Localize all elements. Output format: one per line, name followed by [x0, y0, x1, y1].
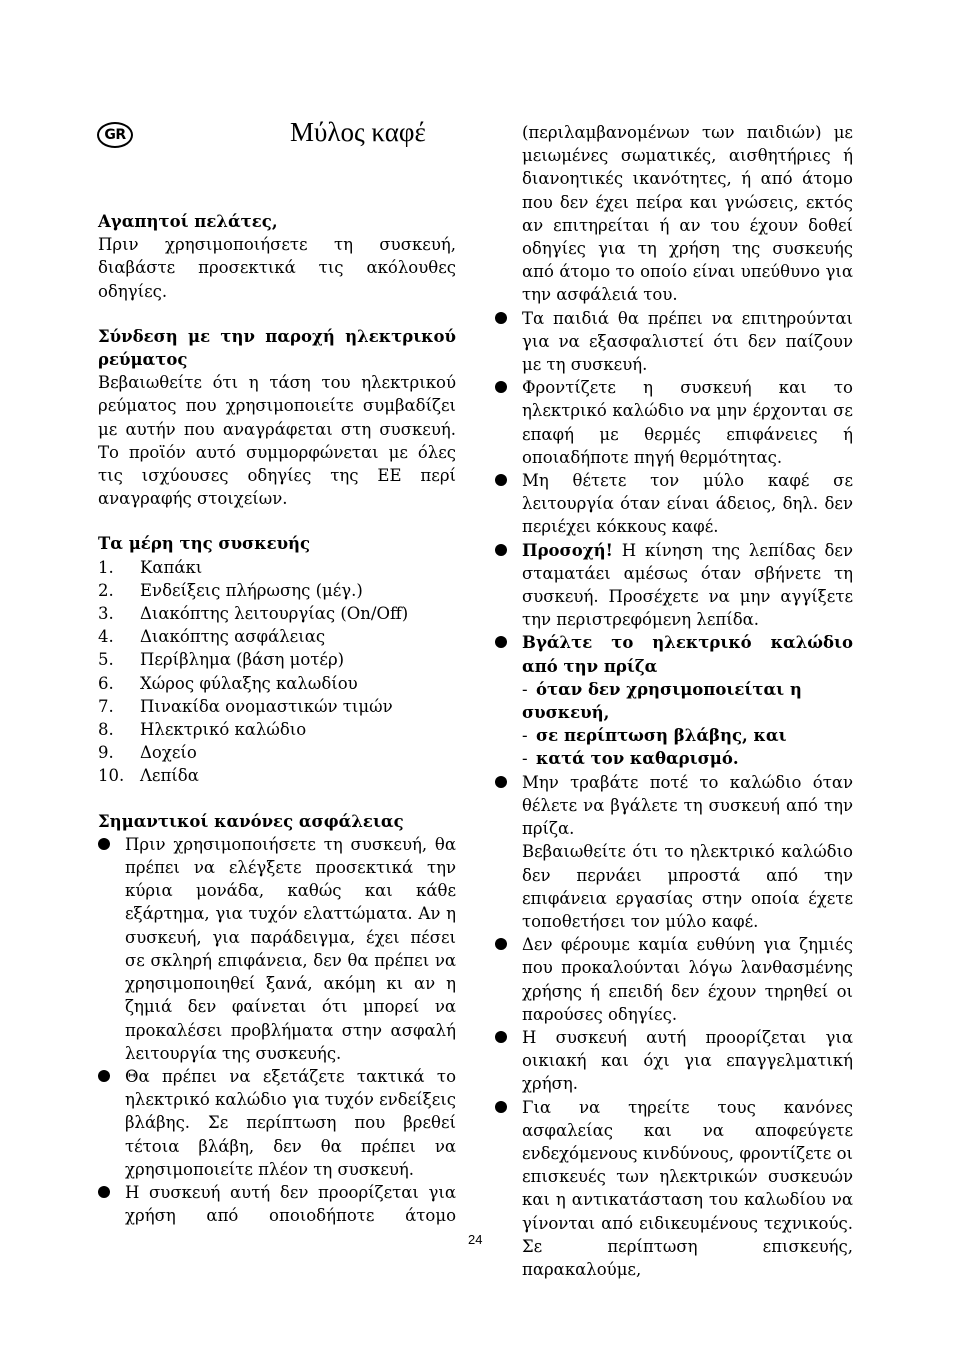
safety-list-right — [495, 307, 853, 678]
bullet-icon — [495, 312, 507, 324]
unplug-sub-item: - κατά τον καθαρισμό. — [522, 749, 739, 769]
list-item: Μη θέτετε τον μύλο καφέ σε λειτουργία όταν είναι άδειος, δηλ. δεν περιέχει κόκκους καφέ. — [495, 469, 853, 539]
bullet-icon — [495, 636, 507, 648]
unplug-sub-item: - όταν δεν χρησιμοποιείται η συσκευή, — [522, 679, 802, 723]
left-column — [98, 210, 456, 1227]
list-item: 6. Χώρος φύλαξης καλωδίου — [98, 673, 358, 693]
continuation-text: (περιλαμβανομένων των παιδιών) με μειωμένες σωματικές, αισθητήριες ή διανοητικές ικανότητες, ή από άτομο που δεν έχει πείρα και γνώσεις, εκτός αν επιτηρείται ή αν του έχουν δοθεί οδηγίες για τη χρήση της συσκευής από άτομο το οποίο είναι υπεύθυνο για την ασφάλειά του. — [522, 123, 853, 305]
list-item: 3. Διακόπτης λειτουργίας (On/Off) — [98, 604, 409, 624]
list-item: 9. Δοχείο — [98, 743, 197, 763]
list-item: Τα παιδιά θα πρέπει να επιτηρούνται για να εξασφαλιστεί ότι δεν παίζουν με τη συσκευή. — [495, 307, 853, 377]
list-item: Θα πρέπει να εξετάζετε τακτικά το ηλεκτρικό καλώδιο για τυχόν ενδείξεις βλάβης. Σε περίπτωση που βρεθεί τέτοια βλάβη, δεν θα πρέπει να χρησιμοποιείτε πλέον τη συσκευή. — [98, 1065, 456, 1181]
list-item — [495, 631, 853, 677]
list-item: Η συσκευή αυτή προορίζεται για οικιακή και όχι για επαγγελματική χρήση. — [495, 1026, 853, 1096]
parts-heading: Τα μέρη της συσκευής — [98, 534, 311, 554]
bullet-icon — [495, 938, 507, 950]
safety-heading: Σημαντικοί κανόνες ασφάλειας — [98, 811, 404, 831]
bullet-icon — [495, 474, 507, 486]
bullet-icon — [495, 1101, 507, 1113]
safety-list-right-2 — [495, 771, 853, 841]
list-item: Φροντίζετε η συσκευή και το ηλεκτρικό καλώδιο να μην έρχονται σε επαφή με θερμές επιφάνειες ή οποιαδήποτε πηγή θερμότητας. — [495, 376, 853, 469]
list-item: 1. Καπάκι — [98, 557, 203, 577]
bullet-icon — [98, 1186, 110, 1198]
list-item: Προσοχή! Η κίνηση της λεπίδας δεν σταματάει αμέσως όταν σβήνετε τη συσκευή. Προσέχετε να μην αγγίξετε την περιστρεφόμενη λεπίδα. — [495, 539, 853, 632]
safety-list-right-3 — [495, 933, 853, 1281]
list-item: 5. Περίβλημα (βάση μοτέρ) — [98, 650, 345, 670]
unplug-sub-item: - σε περίπτωση βλάβης, και — [522, 726, 787, 746]
list-item: Η συσκευή αυτή δεν προορίζεται για χρήση από οποιοδήποτε άτομο — [98, 1181, 456, 1227]
list-item: 2. Ενδείξεις πλήρωσης (μέγ.) — [98, 580, 363, 600]
list-item: 8. Ηλεκτρικό καλώδιο — [98, 720, 307, 740]
power-text: Βεβαιωθείτε ότι η τάση του ηλεκτρικού ρεύματος που χρησιμοποιείτε συμβαδίζει με αυτήν που αναγράφεται στη συσκευή. Το προϊόν αυτό συμμορφώνεται με όλες τις ισχύουσες οδηγίες της ΕΕ περί αναγραφής στοιχείων. — [98, 373, 456, 509]
power-heading: Σύνδεση με την παροχή ηλεκτρικού ρεύματος — [98, 326, 456, 370]
bullet-icon — [495, 1031, 507, 1043]
bullet-icon — [98, 838, 110, 850]
bullet-icon — [495, 381, 507, 393]
page-title: Μύλος καφέ — [290, 117, 426, 147]
list-item: 7. Πινακίδα ονομαστικών τιμών — [98, 696, 393, 716]
list-item: 4. Διακόπτης ασφάλειας — [98, 627, 326, 647]
list-item: Για να τηρείτε τους κανόνες ασφαλείας και να αποφεύγετε ενδεχόμενους κινδύνους, φροντίζετε οι επισκευές των ηλεκτρικών συσκευών και η αντικατάσταση του καλωδίου να γίνονται από ειδικευμένους τεχνικούς. Σε περίπτωση επισκευής, παρακαλούμε, — [495, 1096, 853, 1282]
bullet-icon — [495, 776, 507, 788]
list-item: Δεν φέρουμε καμία ευθύνη για ζημιές που προκαλούνται λόγω λανθασμένης χρήσης ή επειδή δεν έχουν τηρηθεί οι παρούσες οδηγίες. — [495, 933, 853, 1026]
unplug-heading: Βγάλτε το ηλεκτρικό καλώδιο από την πρίζα — [522, 633, 853, 676]
intro-text: Πριν χρησιμοποιήσετε τη συσκευή, διαβάστε προσεκτικά τις ακόλουθες οδηγίες. — [98, 235, 456, 301]
list-item: 10. Λεπίδα — [98, 766, 199, 786]
parts-list — [98, 556, 456, 788]
page-number: 24 — [468, 1232, 483, 1247]
intro-heading: Αγαπητοί πελάτες, — [98, 212, 278, 231]
safety-list-left — [98, 833, 456, 1227]
bullet-icon — [98, 1070, 110, 1082]
language-badge: GR — [97, 122, 133, 148]
right-column — [495, 121, 853, 1281]
list-item: Μην τραβάτε ποτέ το καλώδιο όταν θέλετε να βγάλετε τη συσκευή από την πρίζα. — [495, 771, 853, 841]
caution-label: Προσοχή! — [522, 540, 613, 560]
cord-text-continued: Βεβαιωθείτε ότι το ηλεκτρικό καλώδιο δεν περνάει μπροστά από την επιφάνεια εργασίας στην οποία έχετε τοποθετήσει τον μύλο καφέ. — [522, 842, 853, 931]
bullet-icon — [495, 544, 507, 556]
list-item: Πριν χρησιμοποιήσετε τη συσκευή, θα πρέπει να ελέγξετε προσεκτικά την κύρια μονάδα, καθώς και κάθε εξάρτημα, για τυχόν ελαττώματα. Αν η συσκευή, για παράδειγμα, έχει πέσει σε σκληρή επιφάνεια, δεν θα πρέπει να χρησιμοποιηθεί ξανά, ακόμη κι αν η ζημιά δεν φαίνεται ότι μπορεί να προκαλέσει προβλήματα στην ασφαλή λειτουργία της συσκευής. — [98, 833, 456, 1065]
